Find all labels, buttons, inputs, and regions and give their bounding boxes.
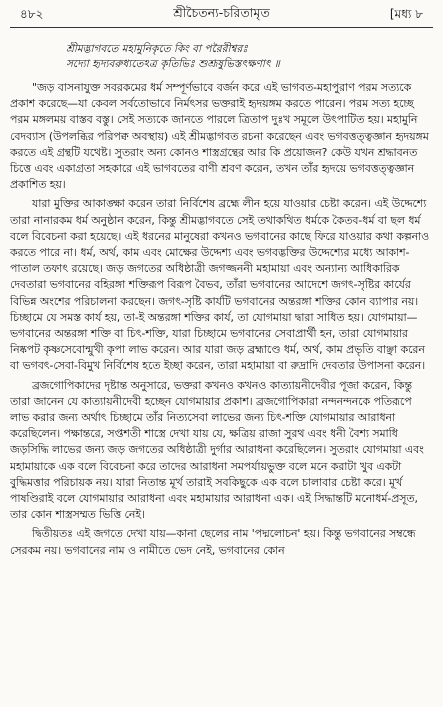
- body-paragraph: "জড় বাসনাযুক্ত সবরকমের ধর্ম সম্পূর্ণভাবে বর্জন করে এই ভাগবত-মহাপুরাণ পরম সত্যকে প্রকাশ করেছে—যা কেবল সর্বতোভাবে নির্মৎসর ভক্তরাই হৃদয়ঙ্গম করতে পারেন। পরম সত্য হচ্ছে পরম মঙ্গলময় বাস্তব বস্তু। সেই সত্যকে জানতে পারলে ত্রিতাপ দুঃখ সমূলে উৎপাটিত হয়। মহামুনি বেদব্যাস (উপলব্ধির পরিপক্ব অবস্থায়) এই শ্রীমদ্ভাগবত রচনা করেছেন এবং ভগবত্তত্ত্বজ্ঞান হৃদয়ঙ্গম করতে এই গ্রন্থটি যথেষ্ট। সুতরাং অন্য কোনও শাস্ত্রগ্রন্থের আর কি প্রয়োজন? কেউ যখন শ্রদ্ধাবনত চিত্তে এবং একাগ্রতা সহকারে এই ভাগবতের বাণী শ্রবণ করেন, তখন তাঁর হৃদয়ে ভগবত্তত্ত্বজ্ঞান প্রকাশিত হয়।: [10, 81, 429, 192]
- body-paragraph: দ্বিতীয়তঃ এই জগতে দেখা যায়—কানা ছেলের নাম 'পদ্মলোচন' হয়। কিন্তু ভগবানের সম্বন্ধে সেরকম নয়। ভগবানের নাম ও নামীতে ভেদ নেই, ভগবানের কোন: [10, 527, 416, 557]
- verse-line: সদ্যো হৃদ্যবরুধ্যতেঽত্র কৃতিভিঃ শুশ্রূষুভিস্তৎক্ষণাৎ ॥: [66, 58, 280, 70]
- body-paragraph: যারা মুক্তির আকাঙ্ক্ষা করেন তারা নির্বিশেষ ব্রহ্মে লীন হয়ে যাওয়ার চেষ্টা করেন। এই উদ্দেশ্যে তারা নানারকম ধর্ম অনুষ্ঠান করেন, কিন্তু শ্রীমদ্ভাগবতে সেই তথাকথিত ধর্মকে কৈতব-ধর্ম বা ছল ধর্ম বলে বিবেচনা করা হয়েছে। এই ধরনের মানুষেরা কখনও ভগবানের কাছে ফিরে যাওয়ার কথা কল্পনাও করতে পারে না। ধর্ম, অর্থ, কাম এবং মোক্ষের উদ্দেশ্য এবং ভগবদ্ভক্তির উদ্দেশ্যের মধ্যে আকাশ-পাতাল তফাৎ রয়েছে। জড় জগতের অধিষ্ঠাত্রী জগজ্জননী মহামায়া এবং অন্যান্য আধিকারিক দেবতারা ভগবানের বহিরঙ্গা শক্তিরূপ বিরূপ বৈভব, তাঁরা ভগবানের আদেশে জগৎ-সৃষ্টির কার্যের বিভিন্ন অংশের পরিচালনা করছেন। জগৎ-সৃষ্টি কার্যটি ভগবানের অন্তরঙ্গা শক্তির কোন ব্যাপার নয়। চিচ্ছামে যে সমস্ত কার্য হয়, তা-ই অন্তরঙ্গা শক্তির কার্য, তা যোগমায়া দ্বারা সাধিত হয়। যোগমায়া—ভগবানের অন্তরঙ্গা শক্তি বা চিৎ-শক্তি, যারা চিচ্ছামে ভগবানের সেবাপ্রার্থী হন, তারা যোগমায়ার নিষ্কপট কৃষ্ণসেবোন্মুখী কৃপা লাভ করেন। আর যারা জড় ব্রহ্মাণ্ডে ধর্ম, অর্থ, কাম প্রভৃতি বাঞ্ছা করেন বা ভগবৎ-সেবা-বিমুখ নির্বিশেষ হতে ইচ্ছা করেন, তারা মহামায়া বা রুদ্রাদি দেবতার উপাসনা করেন।: [10, 197, 430, 373]
- chapter-marker: [মধ্য ৮: [389, 7, 423, 21]
- running-header: [10, 0, 433, 28]
- verse-line: শ্রীমদ্ভাগবতে মহামুনিকৃতে কিং বা পরৈরীশ্বরঃ: [66, 43, 248, 55]
- body-paragraph: ব্রজগোপিকাদের দৃষ্টান্ত অনুসারে, ভক্তরা কখনও কখনও কাত্যায়নীদেবীর পূজা করেন, কিন্তু তারা জানেন যে কাত্যায়নীদেবী হচ্ছেন যোগমায়ার প্রকাশ। ব্রজগোপিকারা নন্দনন্দনকে পতিরূপে লাভ করার জন্য অর্থাৎ চিচ্ছামে তাঁর নিত্যসেবা লাভের জন্য চিৎ-শক্তি যোগমায়ার আরাধনা করেছিলেন। পক্ষান্তরে, সপ্তশতী শাস্ত্রে দেখা যায় যে, ক্ষত্রিয় রাজা সুরথ এবং ধনী বৈশ্য সমাধি জড়সিদ্ধি লাভের জন্য জড় জগতের অধিষ্ঠাত্রী দুর্গার আরাধনা করেছিলেন। সুতরাং যোগমায়া এবং মহামায়াকে এক বলে বিবেচনা করে তাদের আরাধনা সমপর্যায়ভুক্ত বলে মনে করাটা খুব একটা বুদ্ধিমত্তার পরিচায়ক নয়। যারা নিতান্ত মূর্খ তারাই সবকিছুকে এক বলে চালাবার চেষ্টা করে। মূর্খ পাষণ্ডিরাই বলে যোগমায়ার আরাধনা এবং মহামায়ার আরাধনা এক। এই সিদ্ধান্তটি মনোধর্ম-প্রসূত, তার কোন শাস্ত্রসম্মত ভিত্তি নেই।: [10, 378, 424, 522]
- page-number: ৪৮২: [20, 7, 44, 21]
- sanskrit-verse: [66, 42, 433, 72]
- header-rule: [10, 27, 433, 28]
- book-title: শ্রীচৈতন্য-চরিতামৃত: [173, 5, 270, 20]
